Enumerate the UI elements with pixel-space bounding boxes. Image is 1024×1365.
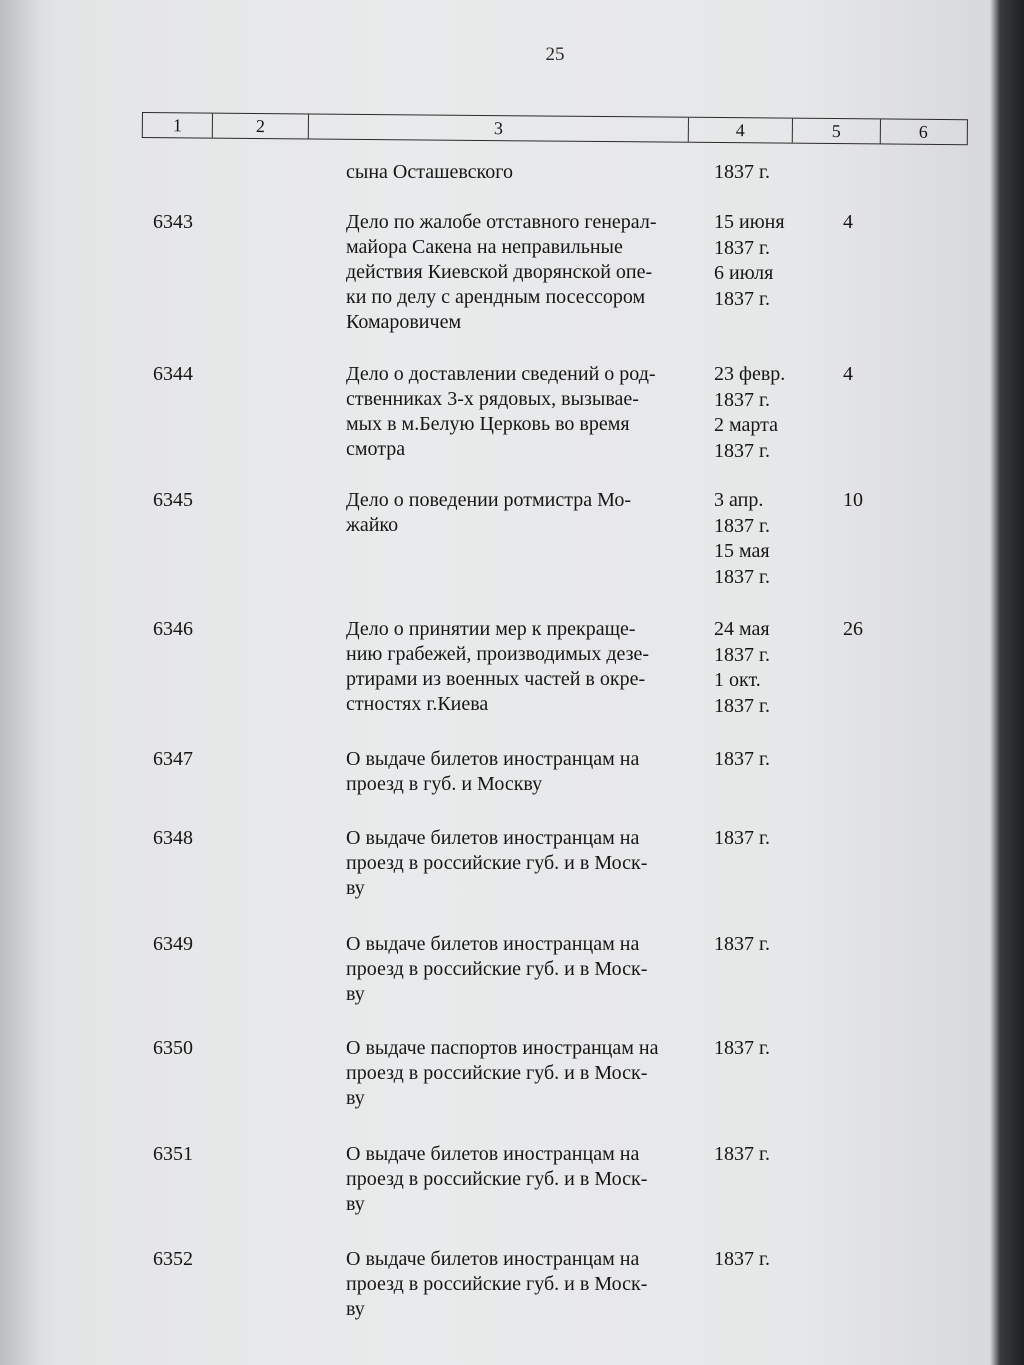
entry-number: 6344 bbox=[153, 363, 193, 385]
entry-number: 6351 bbox=[153, 1143, 193, 1165]
date-line: 1 окт. bbox=[714, 669, 761, 691]
entry-description bbox=[346, 932, 716, 1007]
column-header-3: 3 bbox=[309, 114, 689, 141]
entry-dates bbox=[714, 488, 770, 590]
description-line: Дело о доставлении сведений о род- bbox=[346, 363, 656, 385]
date-line: 1837 г. bbox=[714, 287, 770, 310]
description-line: ву bbox=[346, 983, 365, 1005]
entry-description bbox=[346, 488, 716, 538]
entry-sheet-count: 10 bbox=[843, 489, 863, 511]
entry-number: 6349 bbox=[153, 933, 193, 955]
date-line: 15 июня bbox=[714, 211, 785, 233]
entry-number: 6343 bbox=[153, 211, 193, 233]
entry-number: 6347 bbox=[153, 748, 193, 770]
description-line: проезд в российские губ. и в Моск- bbox=[346, 958, 648, 980]
date-line: 1837 г. bbox=[714, 643, 770, 666]
description-line: О выдаче билетов иностранцам на bbox=[346, 1248, 640, 1270]
entry-number: 6345 bbox=[153, 489, 193, 511]
description-line: ву bbox=[346, 1087, 365, 1109]
entry-dates bbox=[714, 1247, 770, 1273]
description-line: проезд в губ. и Москву bbox=[346, 773, 543, 795]
date-line: 1837 г. bbox=[714, 748, 770, 770]
column-header-5: 5 bbox=[793, 119, 881, 144]
entry-description bbox=[346, 210, 716, 335]
description-line: О выдаче билетов иностранцам на bbox=[346, 933, 640, 955]
date-line: 1837 г. bbox=[714, 565, 770, 588]
description-line: ственниках 3-х рядовых, вызывае- bbox=[346, 388, 639, 410]
date-line: 15 мая bbox=[714, 540, 770, 562]
entry-sheet-count: 26 bbox=[843, 618, 863, 640]
date-line: 1837 г. bbox=[714, 439, 770, 462]
entry-sheet-count: 4 bbox=[843, 211, 853, 233]
entry-dates bbox=[714, 362, 785, 464]
column-header-2: 2 bbox=[213, 114, 309, 139]
entry-dates bbox=[714, 617, 770, 719]
description-line: проезд в российские губ. и в Моск- bbox=[346, 1062, 648, 1084]
date-line: 1837 г. bbox=[714, 694, 770, 717]
entry-dates bbox=[714, 1036, 770, 1062]
description-line: О выдаче билетов иностранцам на bbox=[346, 748, 640, 770]
date-line: 1837 г. bbox=[714, 1037, 770, 1059]
entry-description bbox=[346, 160, 716, 185]
date-line: 1837 г. bbox=[714, 388, 770, 411]
entry-dates bbox=[714, 1142, 770, 1168]
description-line: О выдаче паспортов иностранцам на bbox=[346, 1037, 659, 1059]
description-line: проезд в российские губ. и в Моск- bbox=[346, 1273, 648, 1295]
description-line: майора Сакена на неправильные bbox=[346, 236, 623, 258]
description-line: действия Киевской дворянской опе- bbox=[346, 261, 653, 283]
date-line: 23 февр. bbox=[714, 363, 786, 385]
column-header-4: 4 bbox=[689, 118, 793, 143]
entry-number: 6352 bbox=[153, 1248, 193, 1270]
description-line: О выдаче билетов иностранцам на bbox=[346, 827, 640, 849]
description-line: жайко bbox=[346, 514, 399, 536]
description-line: мых в м.Белую Церковь во время bbox=[346, 413, 630, 435]
date-line: 1837 г. bbox=[714, 933, 770, 955]
description-line: Дело по жалобе отставного генерал- bbox=[346, 211, 657, 233]
date-line: 3 апр. bbox=[714, 489, 764, 511]
description-line: стностях г.Киева bbox=[346, 693, 489, 715]
date-line: 2 марта bbox=[714, 414, 778, 436]
date-line: 1837 г. bbox=[714, 1143, 770, 1165]
entry-description bbox=[346, 1142, 716, 1217]
entry-dates bbox=[714, 826, 770, 852]
entry-dates bbox=[714, 932, 770, 958]
date-line: 6 июля bbox=[714, 262, 774, 284]
entry-dates bbox=[714, 160, 770, 186]
entry-number: 6346 bbox=[153, 618, 193, 640]
description-line: ву bbox=[346, 877, 365, 899]
description-line: ву bbox=[346, 1298, 365, 1320]
column-header-row bbox=[142, 112, 968, 145]
description-line: ртирами из военных частей в окре- bbox=[346, 668, 646, 690]
description-line: нию грабежей, производимых дезе- bbox=[346, 643, 650, 665]
description-line: сына Осташевского bbox=[346, 161, 513, 183]
entry-description bbox=[346, 1036, 716, 1111]
entry-dates bbox=[714, 747, 770, 773]
entry-description bbox=[346, 617, 716, 717]
date-line: 1837 г. bbox=[714, 236, 770, 259]
description-line: Комаровичем bbox=[346, 311, 462, 333]
entry-description bbox=[346, 826, 716, 901]
date-line: 1837 г. bbox=[714, 514, 770, 537]
description-line: О выдаче билетов иностранцам на bbox=[346, 1143, 640, 1165]
description-line: проезд в российские губ. и в Моск- bbox=[346, 1168, 648, 1190]
description-line: ву bbox=[346, 1193, 365, 1215]
entry-sheet-count: 4 bbox=[843, 363, 853, 385]
column-header-1: 1 bbox=[143, 113, 213, 138]
entry-description bbox=[346, 1247, 716, 1322]
entry-description bbox=[346, 362, 716, 462]
column-header-6: 6 bbox=[918, 121, 928, 142]
entry-number: 6348 bbox=[153, 827, 193, 849]
date-line: 1837 г. bbox=[714, 827, 770, 849]
description-line: Дело о поведении ротмистра Мо- bbox=[346, 489, 632, 511]
entry-description bbox=[346, 747, 716, 797]
date-line: 1837 г. bbox=[714, 161, 770, 183]
spine-shadow bbox=[0, 0, 40, 1365]
entry-dates bbox=[714, 210, 785, 312]
entry-number: 6350 bbox=[153, 1037, 193, 1059]
description-line: проезд в российские губ. и в Моск- bbox=[346, 852, 648, 874]
page-number: 25 bbox=[545, 44, 565, 65]
date-line: 1837 г. bbox=[714, 1248, 770, 1270]
description-line: смотра bbox=[346, 438, 406, 460]
date-line: 24 мая bbox=[714, 618, 770, 640]
description-line: Дело о принятии мер к прекраще- bbox=[346, 618, 636, 640]
description-line: ки по делу с арендным посессором bbox=[346, 286, 646, 308]
